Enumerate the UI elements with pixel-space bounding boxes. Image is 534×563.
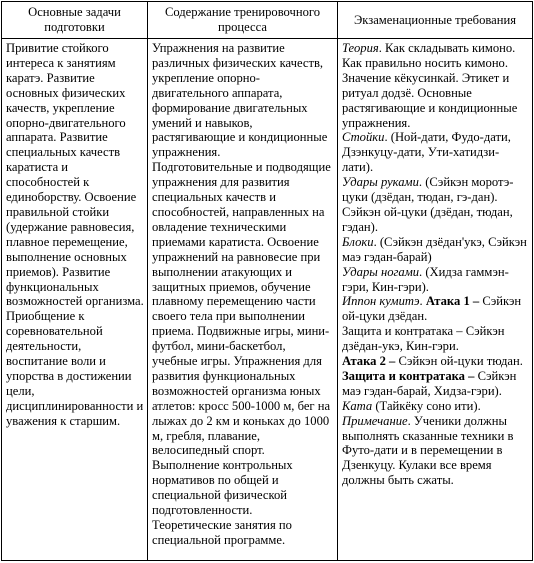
blocks-label: Блоки <box>342 234 374 249</box>
attack-2-text: Сэйкэн ой-цуки тюдан. <box>395 354 523 369</box>
header-content: Содержание тренировочного процесса <box>148 2 338 39</box>
ippon-kumite-label: Иппон кумитэ <box>342 294 420 309</box>
theory-text: . Как складывать кимоно. Как правильно носить кимоно. Значение кёкусинкай. Этикет и ритуал додзё. Основные растягивающие и кондиционные упражнения. <box>342 41 518 130</box>
stances-block <box>342 130 529 175</box>
ippon-kumite-sep: . <box>419 294 426 309</box>
exam-requirements-table <box>1 1 533 561</box>
content-paragraph-4: Теоретические занятия по специальной программе. <box>152 518 292 547</box>
defense-1-text: Защита и контратака – Сэйкэн дзёдан-укэ, Кин-гэри. <box>342 324 505 354</box>
attack-1-text: Сэйкэн ой-цуки дзёдан. <box>342 294 522 324</box>
table-header-row <box>2 2 533 39</box>
cell-requirements <box>338 39 533 561</box>
note-block <box>342 414 529 489</box>
attack-2-block <box>342 354 529 369</box>
hand-strikes-label: Удары руками <box>342 175 419 190</box>
note-text: . Ученики должны выполнять сказанные техники в Футо-дати и в перемещении в Дзенкуцу. Кулаки все время должны быть сжаты. <box>342 413 514 488</box>
leg-strikes-label: Удары ногами <box>342 264 420 279</box>
kata-text: (Тайкёку соно ити). <box>372 398 481 413</box>
stances-text: . (Ной-дати, Фудо-дати, Дзэнкуцу-дати, Ути-хатидзи-лати). <box>342 130 511 175</box>
leg-strikes-block <box>342 265 529 295</box>
defense-2-block <box>342 369 529 399</box>
tasks-text: Привитие стойкого интереса к занятиям каратэ. Развитие основных физических качеств, укрепление опорно-двигательного аппарата. Развитие специальных качеств каратиста и способностей к единоборству. Освоение правильной стойки (удержание равновесия, плавное перемещение, выполнение основных приемов). Развитие функциональных возможностей организма. Приобщение к соревновательной деятельности, воспитание воли и упорства в достижении цели, дисциплинированности и уважения к старшим. <box>6 41 144 428</box>
blocks-block <box>342 235 529 265</box>
content-paragraph-2: Подготовительные и подводящие упражнения для развития специальных качеств и способностей, направленных на овладение техническими приемами каратиста. Освоение упражнений на равновесие при выполнении атакующих и защитных приемов, обучение плавному перемещению части своего тела при выполнении приема. Подвижные игры, мини-футбол, мини-баскетбол, учебные игры. Упражнения для развития функциональных возможностей организма юных атлетов: кросс 500-1000 м, бег на лыжах до 2 км и коньках до 1000 м, гребля, плавание, велосипедный спорт. <box>152 160 331 458</box>
attack-2-label: Атака 2 – <box>342 354 396 369</box>
note-label: Примечание <box>342 413 408 428</box>
blocks-text: . (Сэйкэн дзёдан'укэ, Сэйкэн маэ гэдан-барай) <box>342 234 527 264</box>
leg-strikes-text: . (Хидза гаммэн-гэри, Кин-гэри). <box>342 264 509 294</box>
header-tasks: Основные задачи подготовки <box>2 2 148 39</box>
table-row <box>2 39 533 561</box>
hand-strikes-block <box>342 175 529 235</box>
theory-label: Теория <box>342 41 379 55</box>
ippon-kumite-block <box>342 294 529 324</box>
hand-strikes-text: . (Сэйкэн моротэ-цуки (дзёдан, тюдан, гэ-дан). Сэйкэн ой-цуки (дзёдан, тюдан, гэдан). <box>342 175 514 234</box>
theory-block <box>342 41 529 130</box>
stances-label: Стойки <box>342 130 385 145</box>
attack-1-label: Атака 1 – <box>425 294 480 309</box>
content-paragraph-3: Выполнение контрольных нормативов по общей и специальной физической подготовленности. <box>152 458 293 518</box>
defense-2-text: Сэйкэн маэ гэдан-барай, Хидза-гэри). <box>342 368 517 398</box>
content-paragraph-1: Упражнения на развитие различных физических качеств, укрепление опорно-двигательного аппарата, формирование двигательных умений и навыков, растягивающие и кондиционные упражнения. <box>152 41 328 160</box>
cell-tasks <box>2 39 148 561</box>
header-requirements: Экзаменационные требования <box>338 2 533 39</box>
cell-content <box>148 39 338 561</box>
kata-block <box>342 399 529 414</box>
kata-label: Ката <box>342 398 373 413</box>
defense-2-label: Защита и контратака – <box>342 368 475 383</box>
